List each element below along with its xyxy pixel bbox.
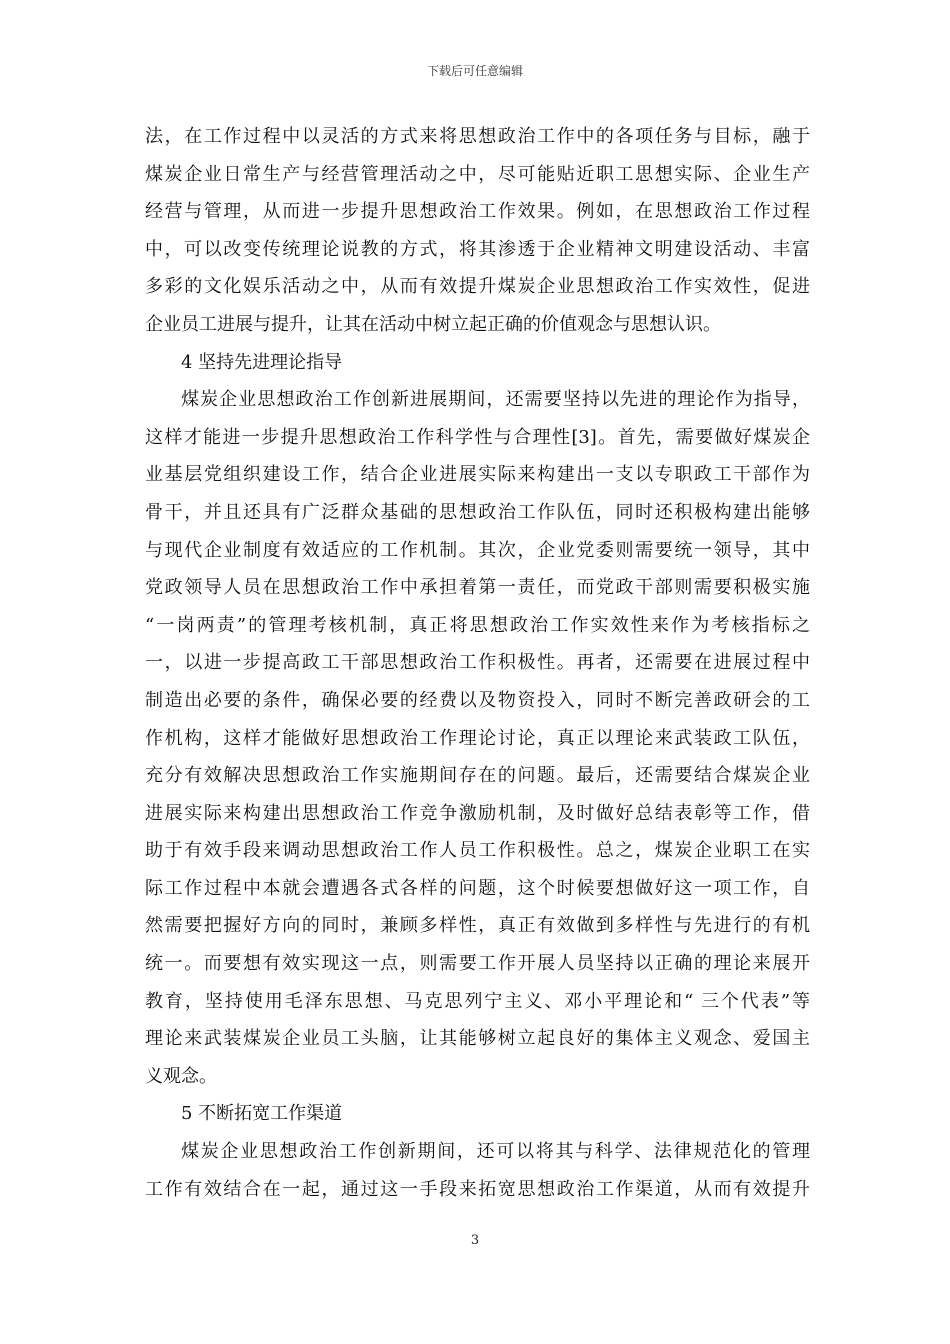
body-line: 制造出必要的条件，确保必要的经费以及物资投入，同时不断完善政研会的工: [145, 689, 810, 711]
body-line: 经营与管理，从而进一步提升思想政治工作效果。例如，在思想政治工作过程: [145, 201, 810, 223]
body-line: 助于有效手段来调动思想政治工作人员工作积极性。总之，煤炭企业职工在实: [145, 840, 810, 862]
body-line: 进展实际来构建出思想政治工作竞争激励机制，及时做好总结表彰等工作，借: [145, 802, 810, 824]
body-line: 然需要把握好方向的同时，兼顾多样性，真正有效做到多样性与先进行的有机: [145, 915, 810, 937]
body-line: 煤炭企业日常生产与经营管理活动之中，尽可能贴近职工思想实际、企业生产: [145, 163, 810, 185]
body-line: 工作有效结合在一起，通过这一手段来拓宽思想政治工作渠道，从而有效提升: [145, 1178, 810, 1200]
body-line: 教育，坚持使用毛泽东思想、马克思列宁主义、邓小平理论和“ 三个代表”等: [145, 990, 810, 1012]
page-header: 下载后可任意编辑: [426, 64, 523, 78]
document-body: [145, 118, 810, 1208]
body-line: 义观念。: [145, 1065, 217, 1087]
body-line: 统一。而要想有效实现这一点，则需要工作开展人员坚持以正确的理论来展开: [145, 953, 810, 975]
body-line: 骨干，并且还具有广泛群众基础的思想政治工作队伍，同时还积极构建出能够: [145, 501, 810, 523]
body-line: 作机构，这样才能做好思想政治工作理论讨论，真正以理论来武装政工队伍，: [145, 727, 810, 749]
section-heading: 4 坚持先进理论指导: [181, 351, 343, 373]
body-line: 法，在工作过程中以灵活的方式来将思想政治工作中的各项任务与目标，融于: [145, 126, 810, 147]
body-line: “一岗两责”的管理考核机制，真正将思想政治工作实效性来作为考核指标之: [145, 614, 810, 636]
body-line: 党政领导人员在思想政治工作中承担着第一责任，而党政干部则需要积极实施: [145, 577, 810, 599]
body-line: 与现代企业制度有效适应的工作机制。其次，企业党委则需要统一领导，其中: [145, 539, 810, 561]
body-line: 企业员工进展与提升，让其在活动中树立起正确的价值观念与思想认识。: [145, 313, 721, 335]
body-line: 煤炭企业思想政治工作创新进展期间，还需要坚持以先进的理论作为指导，: [181, 389, 810, 411]
body-line: 中，可以改变传统理论说教的方式，将其渗透于企业精神文明建设活动、丰富: [145, 238, 810, 260]
body-line: 充分有效解决思想政治工作实施期间存在的问题。最后，还需要结合煤炭企业: [145, 765, 810, 787]
body-line: 理论来武装煤炭企业员工头脑，让其能够树立起良好的集体主义观念、爱国主: [145, 1028, 810, 1050]
body-line: 际工作过程中本就会遭遇各式各样的问题，这个时候要想做好这一项工作，自: [145, 877, 810, 899]
page-number: 3: [470, 1233, 480, 1248]
body-line: 多彩的文化娱乐活动之中，从而有效提升煤炭企业思想政治工作实效性，促进: [145, 276, 810, 298]
body-line: 这样才能进一步提升思想政治工作科学性与合理性[3]。首先，需要做好煤炭企: [145, 426, 810, 448]
section-heading: 5 不断拓宽工作渠道: [181, 1103, 343, 1125]
body-line: 业基层党组织建设工作，结合企业进展实际来构建出一支以专职政工干部作为: [145, 464, 810, 486]
body-line: 一，以进一步提高政工干部思想政治工作积极性。再者，还需要在进展过程中: [145, 652, 810, 674]
body-line: 煤炭企业思想政治工作创新期间，还可以将其与科学、法律规范化的管理: [181, 1141, 810, 1163]
